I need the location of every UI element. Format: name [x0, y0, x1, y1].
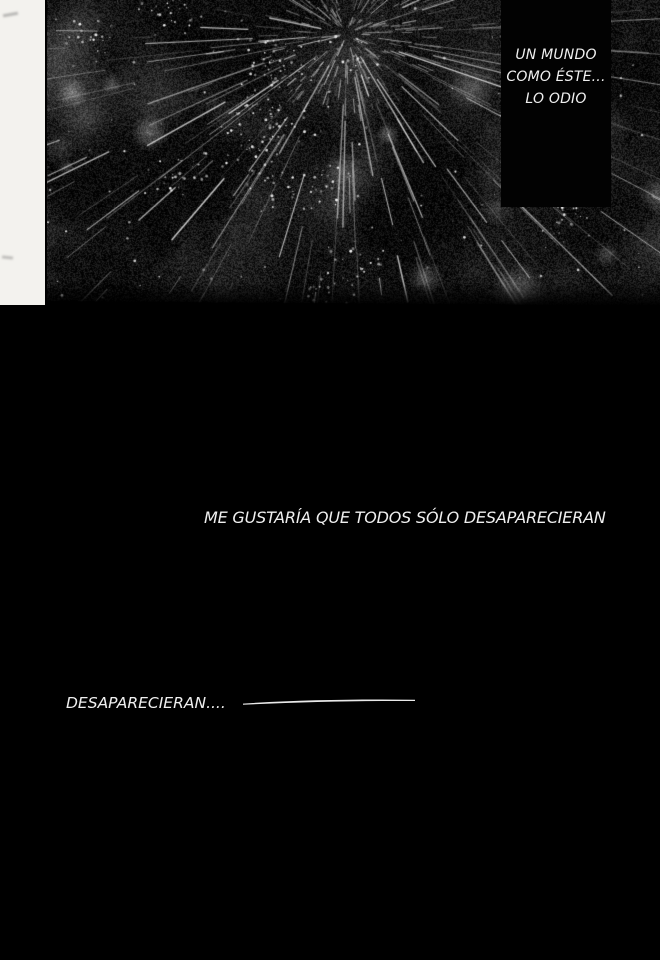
caption-line-2: COMO ÉSTE...	[506, 69, 606, 85]
caption-line-1: UN MUNDO	[515, 47, 597, 63]
narration-line-1: ME GUSTARÍA QUE TODOS SÓLO DESAPARECIERAN	[204, 508, 606, 527]
caption-line-3: LO ODIO	[525, 91, 587, 107]
caption-box	[501, 0, 611, 207]
page-left-margin	[0, 0, 45, 305]
narration-line-2: DESAPARECIERAN....	[66, 694, 226, 712]
trailing-dash-line	[243, 696, 415, 708]
